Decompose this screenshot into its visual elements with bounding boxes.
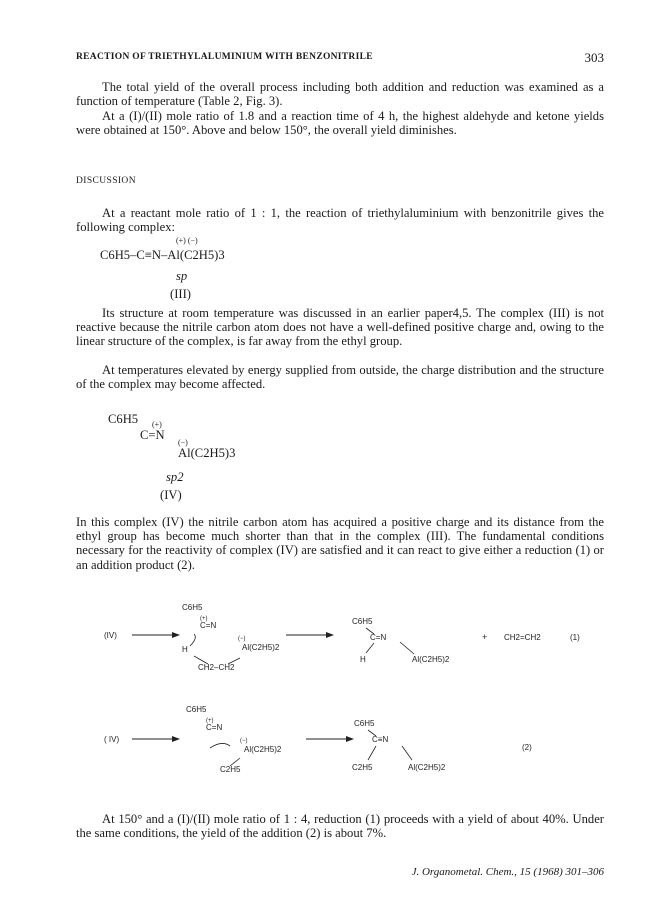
running-title: REACTION OF TRIETHYLALUMINIUM WITH BENZONITRILE — [76, 52, 373, 62]
r2-al: Al(C2H5)2 — [244, 745, 282, 754]
complex-iii-charges: (+) (−) — [176, 236, 198, 245]
page-header — [76, 50, 604, 70]
arrow-2a-head — [172, 736, 180, 742]
reaction-2 — [104, 705, 532, 774]
r1-plus-sign: + — [482, 632, 488, 642]
r1-product-phenyl: C6H5 — [352, 617, 373, 626]
complex-iv-cn: C=N — [140, 428, 165, 442]
r1-product-bond-3 — [400, 642, 414, 654]
r1-curved-arrow — [190, 634, 195, 646]
r1-product-cn: C=N — [370, 633, 387, 642]
reaction-scheme — [90, 590, 590, 780]
r2-product-bond-3 — [402, 746, 412, 760]
r1-plus: (+) — [200, 616, 208, 622]
r2-product-ethyl: C2H5 — [352, 763, 373, 772]
complex-iii-label: (III) — [170, 287, 191, 301]
r2-product-al: Al(C2H5)2 — [408, 763, 446, 772]
complex-iv-label: (IV) — [160, 488, 182, 502]
complex-iii-formula-text: C6H5–C≡N–Al(C2H5)3 — [100, 248, 225, 262]
r1-minus: (−) — [238, 636, 246, 642]
r2-curved-arrow — [210, 743, 230, 748]
section-heading-discussion: DISCUSSION — [76, 176, 136, 186]
r2-minus: (−) — [240, 738, 248, 744]
r2-product-bond-2 — [368, 746, 376, 760]
reaction-1 — [104, 603, 580, 672]
r1-h: H — [182, 645, 188, 654]
scheme-start-1: (IV) — [104, 631, 117, 640]
complex-iv-plus: (+) — [152, 420, 162, 429]
r1-phenyl: C6H5 — [182, 603, 203, 612]
arrow-1a-head — [172, 632, 180, 638]
paragraph-mole-ratio: At a (I)/(II) mole ratio of 1.8 and a reaction time of 4 h, the highest aldehyde and ketone yields were obtained at 150°. Above and below 150°, the overall yield diminishes. — [76, 109, 604, 138]
r1-product-bond-2 — [366, 643, 374, 653]
r2-phenyl: C6H5 — [186, 705, 207, 714]
r1-al: Al(C2H5)2 — [242, 643, 280, 652]
r1-product-al: Al(C2H5)2 — [412, 655, 450, 664]
r2-product-cn: C≡N — [372, 735, 389, 744]
complex-iv-phenyl: C6H5 — [108, 412, 139, 426]
r1-product-h: H — [360, 655, 366, 664]
complex-iii-formula — [100, 248, 225, 263]
r2-plus: (+) — [206, 718, 214, 724]
r1-cn: C=N — [200, 621, 217, 630]
paragraph-complex-iv: In this complex (IV) the nitrile carbon atom has acquired a positive charge and its distance from the ethyl group has become much shorter than that in the complex (III). The fundamental conditions necessary for the reactivity of complex (IV) are satisfied and it can react to give either a reduction (1) or an addition product (2). — [76, 515, 604, 572]
complex-iv-minus: (−) — [178, 438, 188, 447]
arrow-1b-head — [326, 632, 334, 638]
paragraph-reactant-ratio: At a reactant mole ratio of 1 : 1, the reaction of triethylaluminium with benzonitrile gives the following complex: — [76, 206, 604, 235]
r1-ethylene: CH2=CH2 — [504, 633, 541, 642]
r1-equation-number: (1) — [570, 633, 580, 642]
paragraph-structure: Its structure at room temperature was discussed in an earlier paper4,5. The complex (III) is not reactive because the nitrile carbon atom does not have a well-defined positive charge and, owing to the linear structure of the complex, is far away from the ethyl group. — [76, 306, 604, 349]
paragraph-total-yield: The total yield of the overall process including both addition and reduction was examined as a function of temperature (Table 2, Fig. 3). — [76, 80, 604, 109]
paragraph-yields: At 150° and a (I)/(II) mole ratio of 1 : 4, reduction (1) proceeds with a yield of about 40%. Under the same conditions, the yield of the addition (2) is about 7%. — [76, 812, 604, 841]
arrow-2b-head — [346, 736, 354, 742]
complex-iv-al: Al(C2H5)3 — [178, 446, 236, 460]
r1-ch2ch2: CH2–CH2 — [198, 663, 235, 672]
paragraph-temperatures: At temperatures elevated by energy supplied from outside, the charge distribution and the structure of the complex may become affected. — [76, 363, 604, 392]
scheme-start-2: ( IV) — [104, 735, 120, 744]
r2-product-phenyl: C6H5 — [354, 719, 375, 728]
complex-iii-hybrid: sp — [176, 269, 188, 283]
r2-ethyl: C2H5 — [220, 765, 241, 774]
r2-equation-number: (2) — [522, 743, 532, 752]
complex-iv-hybrid: sp2 — [166, 470, 184, 484]
page-number: 303 — [584, 50, 604, 65]
r2-cn: C=N — [206, 723, 223, 732]
journal-citation: J. Organometal. Chem., 15 (1968) 301–306 — [411, 866, 604, 878]
